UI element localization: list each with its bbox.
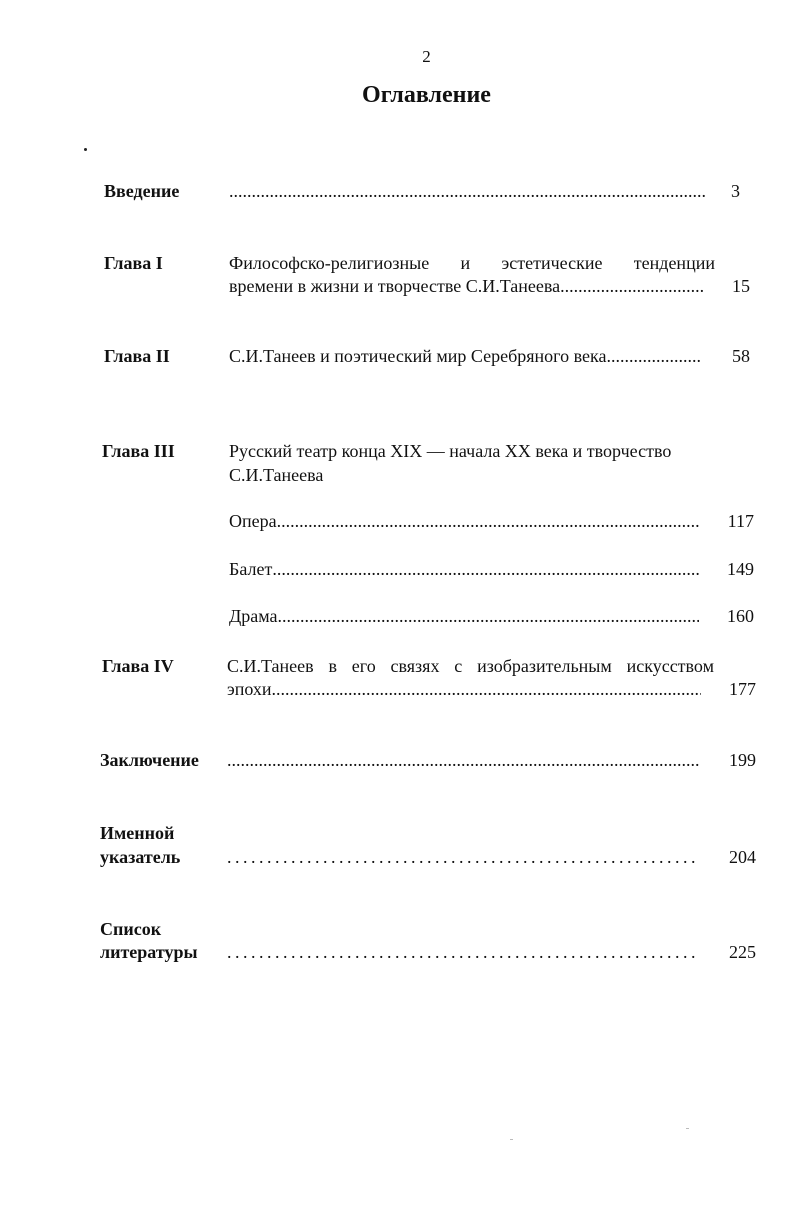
index-label-line-2: указатель	[100, 847, 181, 867]
intro-page: 3	[731, 181, 740, 201]
conclusion-label: Заключение	[100, 750, 199, 770]
stray-mark	[84, 148, 87, 151]
chapter-2-label: Глава II	[104, 346, 170, 366]
chapter-1-title-line-2	[229, 274, 703, 298]
sub-label: Драма	[229, 606, 278, 626]
page-title: Оглавление	[362, 82, 491, 108]
conclusion-page: 199	[729, 750, 756, 770]
bibliography-page: 225	[729, 942, 756, 962]
intro-leader	[229, 179, 705, 203]
index-label-line-1: Именной	[100, 823, 175, 843]
chapter-3-sub-drama	[229, 604, 699, 628]
word: эстетические	[501, 253, 603, 273]
sub-label: Опера	[229, 511, 277, 531]
chapter-3-title-line-1: Русский театр конца XIX — начала XX века и творчество	[229, 441, 672, 461]
sub-leader	[277, 509, 699, 533]
chapter-1-title-end: времени в жизни и творчестве С.И.Танеева	[229, 276, 561, 296]
word: искусством	[626, 656, 714, 676]
chapter-2-title	[229, 344, 701, 368]
chapter-4-leader	[272, 677, 701, 701]
chapter-2-title-text: С.И.Танеев и поэтический мир Серебряного века	[229, 346, 607, 366]
chapter-4-label: Глава IV	[102, 656, 174, 676]
word: с	[454, 656, 463, 676]
chapter-2-leader	[606, 344, 701, 368]
word: его	[351, 656, 376, 676]
chapter-1-leader	[560, 274, 703, 298]
scan-speck	[510, 1139, 513, 1140]
index-page: 204	[729, 847, 756, 867]
sub-page-drama: 160	[727, 606, 754, 626]
word: изобразительным	[477, 656, 612, 676]
chapter-1-title-line-1	[229, 251, 715, 275]
chapter-3-sub-ballet	[229, 557, 699, 581]
chapter-4-title-line-2	[227, 677, 701, 701]
chapter-4-page: 177	[729, 679, 756, 699]
scan-speck	[686, 1128, 689, 1129]
bibliography-leader	[227, 940, 699, 964]
word: С.И.Танеев	[227, 656, 314, 676]
intro-label: Введение	[104, 181, 180, 201]
chapter-3-title-line-2: С.И.Танеева	[229, 465, 324, 485]
bibliography-label-line-2: литературы	[100, 942, 198, 962]
chapter-2-page: 58	[732, 346, 750, 366]
word: в	[328, 656, 337, 676]
sub-label: Балет	[229, 559, 273, 579]
chapter-1-label: Глава I	[104, 253, 163, 273]
index-leader	[227, 845, 699, 869]
conclusion-leader	[227, 748, 699, 772]
chapter-4-title-line-1	[227, 654, 714, 678]
word: связях	[390, 656, 440, 676]
chapter-3-sub-opera	[229, 509, 699, 533]
word: и	[460, 253, 471, 273]
word: Философско-религиозные	[229, 253, 430, 273]
word: тенденции	[633, 253, 715, 273]
sub-leader	[278, 604, 699, 628]
chapter-4-title-end: эпохи	[227, 679, 272, 699]
sub-page-ballet: 149	[727, 559, 754, 579]
bibliography-label-line-1: Список	[100, 919, 162, 939]
page-number: 2	[422, 47, 431, 66]
chapter-3-label: Глава III	[102, 441, 175, 461]
chapter-1-page: 15	[732, 276, 750, 296]
sub-leader	[272, 557, 699, 581]
sub-page-opera: 117	[727, 511, 754, 531]
